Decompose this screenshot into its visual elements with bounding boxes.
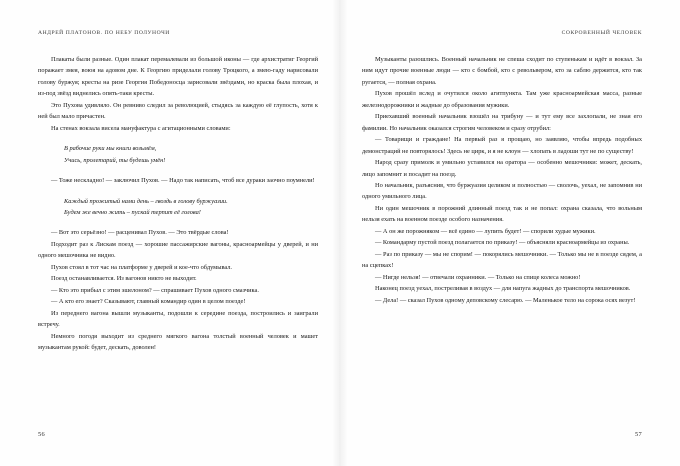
running-head-right: СОКРОВЕННЫЙ ЧЕЛОВЕК [561, 30, 642, 36]
page-number-left: 56 [38, 431, 45, 438]
paragraph: — Раз по приказу — мы не спорим! — покорялись мешочники. — Только мы не в поезде сядем, а на сцепках! [362, 250, 642, 270]
paragraph: — Вот это серьёзно! — расценивал Пухов. — Это твёрдые слова! [51, 229, 229, 237]
paragraph: Народ сразу примолк и умильно уставился на оратора — особенно мешочники: может, дескать, лицо запомнит и посадит на поезд. [362, 159, 642, 178]
running-head-chapter: ПО НЕБУ ПОЛУНОЧИ [104, 30, 170, 36]
paragraph: — Командарму пустой поезд полагается по приказу! — объясняли красноармейцы из охраны. [375, 239, 630, 247]
verse-line: Учись, пролетарий, ты будешь умён! [64, 156, 166, 164]
paragraph: На стенах вокзала висела мануфактура с агитационными словами: [51, 124, 231, 132]
page-right [340, 0, 680, 466]
paragraph: Наконец поезд уехал, постреливая в воздух — для напуга жадных до транспорта мешочников. [375, 285, 631, 293]
verse-block-one [38, 143, 318, 166]
paragraph: Это Пухова удивляло. Он ревниво следил за революцией, стыдясь за каждую её глупость, хотя к ней был мало причастен. [38, 101, 318, 121]
paragraph: — Кто это прибыл с этим эшелоном? — спрашивает Пухов одного смазчика. [51, 286, 259, 294]
body-text-left [38, 54, 318, 353]
verse-block-two [38, 196, 318, 219]
paragraph: — Тоже нескладно! — заключил Пухов. — Надо так написать, чтоб все дураки заочно поумнели! [51, 177, 315, 185]
paragraph: Но начальник, разъяснив, что буржуазия целиком и полностью — сволочь, уехал, не запомнив ни одного умильного лица. [362, 181, 642, 201]
paragraph: Музыканты разошлись. Военный начальник не спеша сходит по ступенькам и идёт в вокзал. За ним идут прочие военные люди — кто с бомбой, кто с револьвером, кто за саблю держится, кто так ругается, — полная охрана. [362, 56, 642, 86]
verse-line: В рабочие руки мы книги возьмём, [64, 145, 157, 153]
paragraph: Плакаты были разные. Один плакат перемалевали из большой иконы — где архистратиг Георгий поражает змея, воюя на адовом дне. К Георгию приделали голову Троцкого, а змею-гаду нарисовали голову буржуя; кресты на ризе Георгия Победоносца зарисовали звёздами, но краска была плохая, и из-под звёзд виднелись опять-таки кресты. [38, 56, 318, 98]
paragraph: — Дела! — сказал Пухов одному деповскому слесарю. — Маленькое тело на сорока осях везут! [375, 296, 636, 304]
running-head-left [38, 28, 318, 38]
paragraph: Ни один мешочник в порожний длинный поезд так и не попал: охрана сказала, что вольным нельзя ехать на военном поезде особого назначения. [362, 204, 642, 224]
running-head-author: АНДРЕЙ ПЛАТОНОВ. [38, 30, 103, 36]
paragraph: Подходит раз к Лискам поезд — хорошие пассажирские вагоны, красноармейцы у дверей, и ни одного мешочника не видно. [38, 240, 318, 260]
paragraph: — А он же порожняком — всё едино — лупить будет! — спорили худые мужики. [375, 227, 596, 235]
verse-line: Каждый прожитый нами день – гвоздь в голову буржуазии. [64, 197, 228, 205]
paragraph: Из переднего вагона вышли музыканты, подошли к середине поезда, построились и заиграли встречу. [38, 309, 318, 329]
paragraph: Пухов прошёл вслед и очутился около агитпункта. Там уже красноармейская масса, разные железнодорожники и жадные до образования мужики. [362, 90, 642, 109]
paragraph: — Нигде нельзя! — отвечали охранники. — Только на спице колеса можно! [375, 273, 581, 281]
body-text-right [362, 54, 642, 306]
paragraph: — А кто его знает? Сказывают, главный командир один в целом поезде! [51, 298, 246, 306]
paragraph: Поезд останавливается. Из вагонов никто не выходит. [51, 275, 197, 283]
paragraph: Приехавший военный начальник взошёл на трибуну — и тут ему все захлопали, не зная его фамилии. Но начальник оказался строгим человеком и сразу отрубил: [362, 113, 642, 132]
verse-line: Будем же вечно жить – пускай терпит её голова! [64, 208, 201, 216]
page-number-right: 57 [635, 431, 642, 438]
paragraph: — Товарищи и граждане! На первый раз я прощаю, но заявляю, чтобы впредь подобных демонстраций не повторялось! Здесь не цирк, и я не клоун — хлопать в ладоши тут не по существу! [362, 136, 642, 155]
paragraph: Немного погодя выходит из среднего мягкого вагона толстый военный человек и машет музыкантам рукой: будет, дескать, доволен! [38, 332, 318, 351]
paragraph: Пухов стоял в тот час на платформе у дверей и кое-что обдумывал. [51, 263, 232, 271]
